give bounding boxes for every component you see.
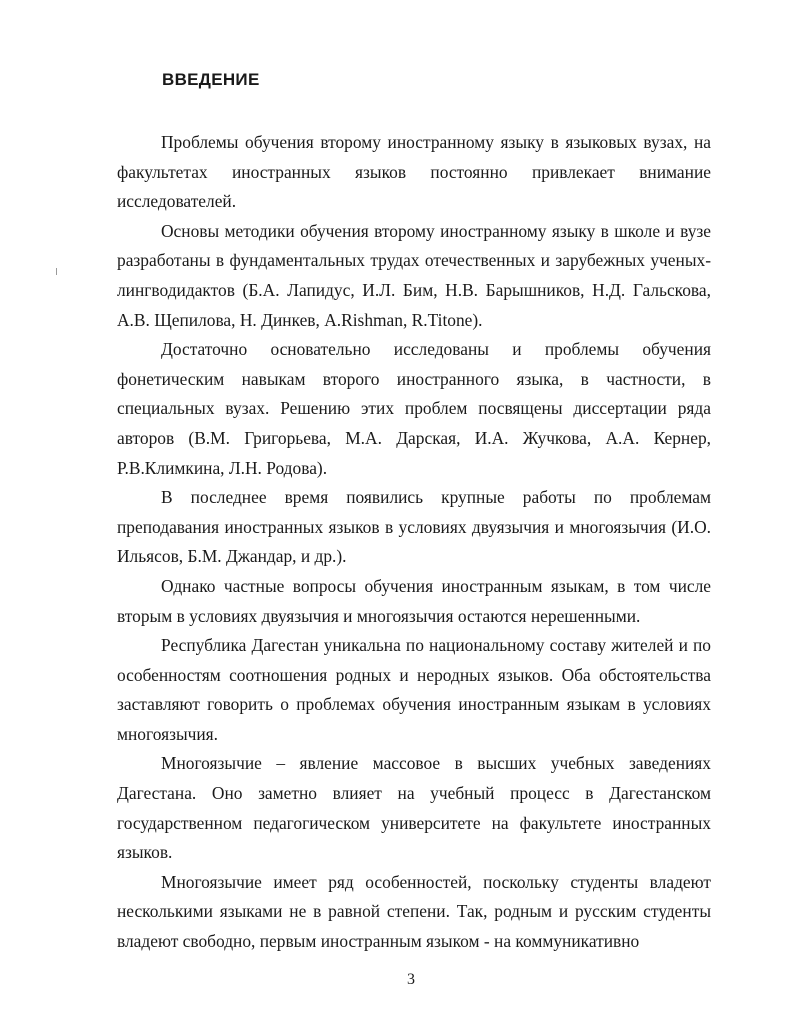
section-heading: ВВЕДЕНИЕ (162, 70, 260, 89)
paragraph: Основы методики обучения второму иностранному языку в школе и вузе разработаны в фундаментальных трудах отечественных и зарубежных ученых-лингводидактов (Б.А. Лапидус, И.Л. Бим, Н.В. Барышников, Н.Д. Гальскова, А.В. Щепилова, Н. Динкев, A.Rishman, R.Titone). (117, 220, 711, 330)
paragraph: Республика Дагестан уникальна по национальному составу жителей и по особенностям соотношения родных и неродных языков. Оба обстоятельства заставляют говорить о проблемах обучения иностранным языкам в условиях многоязычия. (117, 635, 711, 744)
paragraph: Многоязычие имеет ряд особенностей, поскольку студенты владеют несколькими языками не в равной степени. Так, родным и русским студенты владеют свободно, первым иностранным языком - на коммуникативно (117, 871, 711, 952)
page-number: 3 (407, 971, 415, 988)
paragraph: Проблемы обучения второму иностранному языку в языковых вузах, на факультетах иностранных языков постоянно привлекает внимание исследователей. (117, 132, 711, 212)
scan-artifact (56, 268, 57, 275)
body-text (117, 128, 711, 957)
paragraph: Достаточно основательно исследованы и проблемы обучения фонетическим навыкам второго иностранного языка, в частности, в специальных вузах. Решению этих проблем посвящены диссертации ряда авторов (В.М. Григорьева, М.А. Дарская, И.А. Жучкова, А.А. Кернер, Р.В.Климкина, Л.Н. Родова). (117, 339, 711, 478)
paragraph: Однако частные вопросы обучения иностранным языкам, в том числе вторым в условиях двуязычия и многоязычия остаются нерешенными. (117, 575, 711, 626)
paragraph: Многоязычие – явление массовое в высших учебных заведениях Дагестана. Оно заметно влияет на учебный процесс в Дагестанском государственном педагогическом университете на факультете иностранных языков. (117, 753, 711, 863)
paragraph: В последнее время появились крупные работы по проблемам преподавания иностранных языков в условиях двуязычия и многоязычия (И.О. Ильясов, Б.М. Джандар, и др.). (117, 487, 711, 567)
